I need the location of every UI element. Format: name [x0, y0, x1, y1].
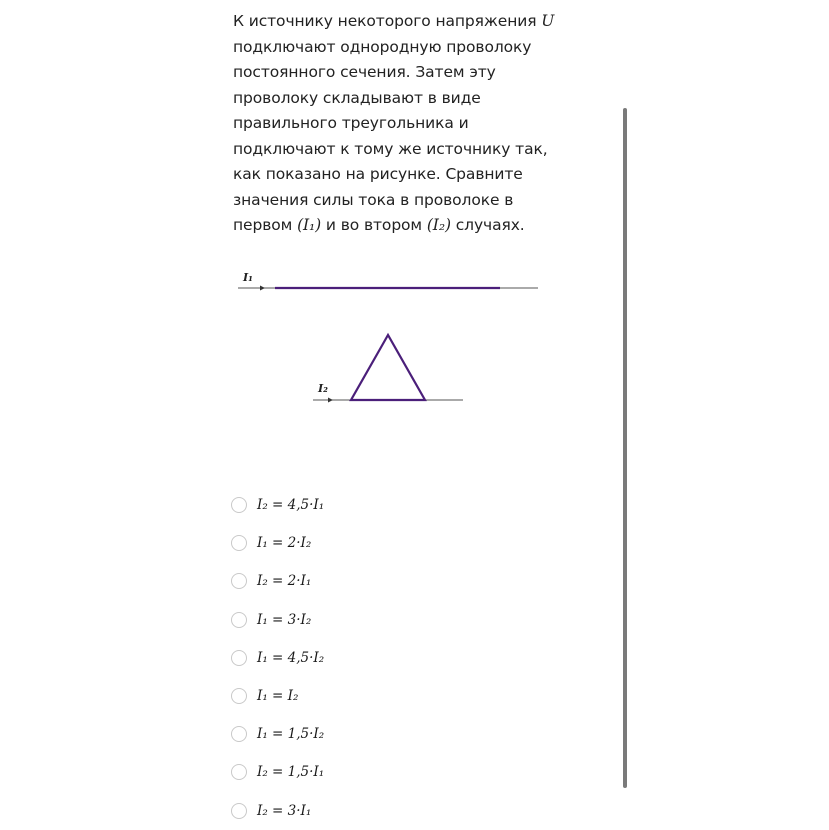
answer-option-label: I₁ = 2·I₂ [257, 535, 312, 552]
answer-option-label: I₁ = I₂ [257, 688, 299, 705]
scrollbar[interactable] [623, 108, 627, 788]
radio-button[interactable] [231, 688, 247, 704]
radio-button[interactable] [231, 573, 247, 589]
question-part-3: и во втором [321, 216, 427, 234]
radio-button[interactable] [231, 497, 247, 513]
answer-option-6[interactable] [231, 677, 531, 715]
circuit-diagram [230, 262, 550, 412]
answer-option-label: I₂ = 4,5·I₁ [257, 497, 325, 514]
question-part-1: К источнику некоторого напряжения [233, 12, 542, 30]
answer-option-label: I₁ = 1,5·I₂ [257, 726, 325, 743]
question-part-2: подключают однородную проволоку постоянного сечения. Затем эту проволоку складывают в виде правильного треугольника и подключают к тому же источнику так, как показано на рисунке. Сравните значения силы тока в проволоке в первом [233, 37, 548, 234]
current-arrow-2 [328, 398, 333, 403]
triangle-wire [351, 335, 425, 400]
question-text [233, 9, 558, 239]
circuit-figure [230, 262, 550, 412]
answer-option-5[interactable] [231, 639, 531, 677]
answer-option-label: I₂ = 2·I₁ [257, 573, 312, 590]
radio-button[interactable] [231, 535, 247, 551]
radio-button[interactable] [231, 726, 247, 742]
label-i2: I₂ [318, 382, 328, 395]
answer-option-8[interactable] [231, 753, 531, 791]
answer-option-label: I₂ = 1,5·I₁ [257, 764, 325, 781]
radio-button[interactable] [231, 650, 247, 666]
answer-option-4[interactable] [231, 601, 531, 639]
answer-option-label: I₁ = 4,5·I₂ [257, 649, 325, 666]
answer-option-7[interactable] [231, 715, 531, 753]
current-2-symbol: (I₂) [426, 216, 451, 234]
answer-options [231, 486, 531, 830]
radio-button[interactable] [231, 803, 247, 819]
question-part-4: случаях. [450, 216, 525, 234]
answer-option-3[interactable] [231, 562, 531, 600]
voltage-symbol: U [541, 12, 555, 30]
answer-option-label: I₁ = 3·I₂ [257, 611, 312, 628]
radio-button[interactable] [231, 764, 247, 780]
radio-button[interactable] [231, 612, 247, 628]
current-arrow-1 [260, 286, 265, 291]
answer-option-1[interactable] [231, 486, 531, 524]
label-i1: I₁ [243, 271, 253, 284]
answer-option-label: I₂ = 3·I₁ [257, 802, 312, 819]
answer-option-2[interactable] [231, 524, 531, 562]
current-1-symbol: (I₁) [297, 216, 322, 234]
answer-option-9[interactable] [231, 792, 531, 830]
